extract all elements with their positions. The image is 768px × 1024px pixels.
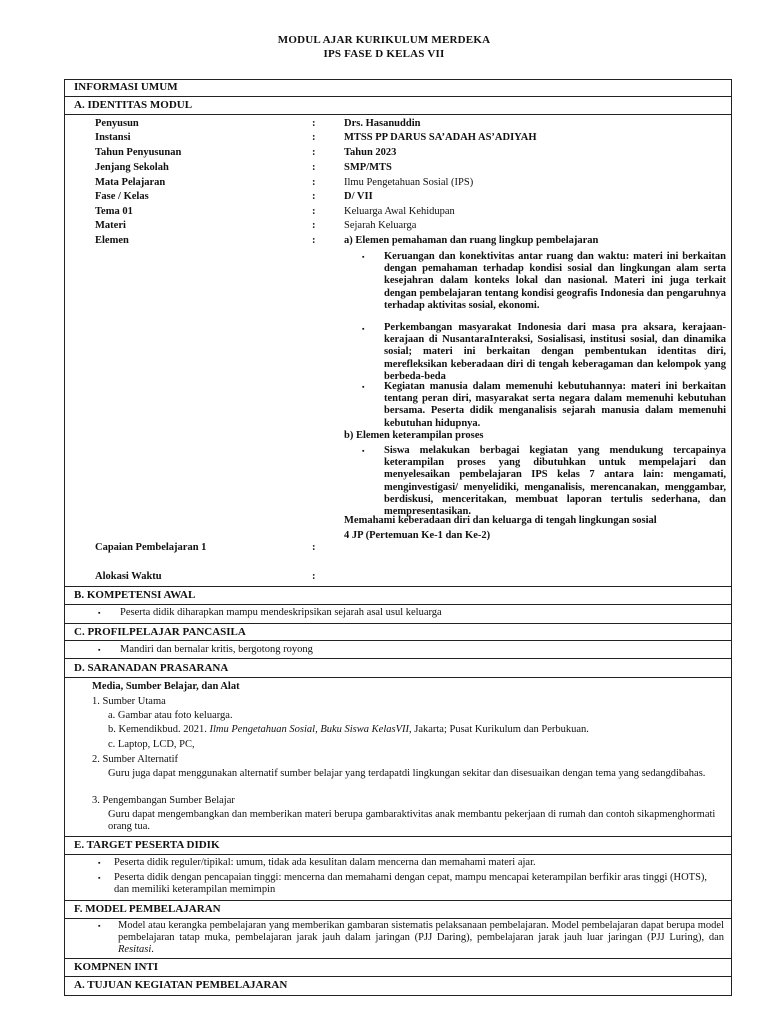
- target-item: Peserta didik dengan pencapaian tinggi: mencerna dan memahami dengan cepat, mampu mencapai keterampilan berfikir aras tinggi (HOTS), dan memiliki keterampilan memimpin: [114, 872, 708, 896]
- identity-label: Elemen: [95, 235, 129, 246]
- identity-label: Jenjang Sekolah: [95, 162, 169, 173]
- bullet-icon: ▪: [98, 646, 101, 654]
- rule: [64, 586, 732, 587]
- identity-label: Tema 01: [95, 206, 133, 217]
- kompetensi-item: Peserta didik diharapkan mampu mendeskripsikan sejarah asal usul keluarga: [120, 607, 442, 618]
- bullet-icon: ▪: [362, 253, 365, 261]
- identity-value: Drs. Hasanuddin: [344, 118, 421, 129]
- section-kompnen-inti: KOMPNEN INTI: [74, 961, 159, 973]
- identity-colon: :: [312, 235, 316, 246]
- document-subtitle: IPS FASE D KELAS VII: [323, 48, 445, 60]
- identity-label: Tahun Penyusunan: [95, 147, 182, 158]
- alokasi-colon: :: [312, 571, 316, 582]
- sumber-alternatif-heading: 2. Sumber Alternatif: [92, 754, 179, 765]
- section-model-pembelajaran: F. MODEL PEMBELAJARAN: [74, 903, 221, 915]
- identity-value: SMP/MTS: [344, 162, 392, 173]
- sumber-utama-heading: 1. Sumber Utama: [92, 696, 166, 707]
- sumber-b-pre: b. Kemendikbud. 2021.: [108, 724, 210, 735]
- model-text-resitasi: Resitasi: [118, 944, 152, 956]
- elemen-a-bullet: Keruangan dan konektivitas antar ruang dan waktu: materi ini berkaitan dengan pemahaman terhadap kondisi sosial dan lingkungan alam serta kesejahran dalam konteks lokal dan nasional. Materi ini juga terkait dengan pembelajaran tentang kondisi geografis Indonesia dan pengaruhnya terhadap aktivitas sosial, ekonomi.: [384, 251, 726, 311]
- rule: [64, 623, 732, 624]
- identity-value: a) Elemen pemahaman dan ruang lingkup pembelajaran: [344, 235, 599, 246]
- rule: [64, 114, 732, 115]
- identity-label: Fase / Kelas: [95, 191, 149, 202]
- identity-value: Ilmu Pengetahuan Sosial (IPS): [344, 177, 474, 188]
- section-profil-pelajar: C. PROFILPELAJAR PANCASILA: [74, 626, 246, 638]
- sumber-b-post: , Jakarta; Pusat Kurikulum dan Perbukuan.: [408, 724, 589, 735]
- pengembangan-text: Guru dapat mengembangkan dan memberikan materi berupa gambaraktivitas anak membantu pekerjaan di rumah dan contoh sikapmenghormati orang tua.: [108, 809, 716, 833]
- sumber-utama-b: [108, 724, 589, 736]
- model-text-main: Model atau kerangka pembelajaran yang memberikan gambaran sistematis pelaksanaan pembelajaran. Model pembelajaran dapat berupa model pembelajaran tatap muka, pembelajaran jarak jauh dalam jaringan (PJJ Daring), pembelajaran jarak jauh luar jaringan (PJJ Luring), dan: [118, 920, 724, 944]
- identity-label: Mata Pelajaran: [95, 177, 166, 188]
- rule: [64, 677, 732, 678]
- sumber-utama-c: c. Laptop, LCD, PC,: [108, 739, 195, 750]
- elemen-a-bullet: Perkembangan masyarakat Indonesia dari masa pra aksara, kerajaan-kerajaan di NusantaraInteraksi, Sosialisasi, institusi sosial, dan dinamika sosial; materi ini berkaitan dengan pembentukan identitas diri, merefleksikan keberadaan diri di tengah keberagaman dan kelompok yang berbeda-beda: [384, 322, 726, 382]
- model-text: [118, 920, 724, 957]
- alokasi-value: 4 JP (Pertemuan Ke-1 dan Ke-2): [344, 530, 491, 541]
- identity-label: Instansi: [95, 132, 131, 143]
- capaian-value: Memahami keberadaan diri dan keluarga di tengah lingkungan sosial: [344, 515, 657, 526]
- identity-colon: :: [312, 118, 316, 129]
- rule: [64, 96, 732, 97]
- bullet-icon: ▪: [98, 609, 101, 617]
- section-informasi-umum: INFORMASI UMUM: [74, 81, 178, 93]
- identity-colon: :: [312, 206, 316, 217]
- identity-colon: :: [312, 162, 316, 173]
- section-sarana-prasarana: D. SARANADAN PRASARANA: [74, 662, 229, 674]
- alokasi-label: Alokasi Waktu: [95, 571, 162, 582]
- bullet-icon: ▪: [98, 874, 101, 882]
- identity-value: Keluarga Awal Kehidupan: [344, 206, 455, 217]
- identity-colon: :: [312, 147, 316, 158]
- bullet-icon: ▪: [362, 325, 365, 333]
- elemen-b-bullet: Siswa melakukan berbagai kegiatan yang mendukung tercapainya keterampilan proses yang dibutuhkan untuk mempelajari dan menyelesaikan pembelajaran IPS kelas 7 antara lain: mengamati, menginvestigasi/ menyelidiki, menganalisis, merencanakan, menggambar, berdiskusi, menceritakan, membuat laporan tertulis sederhana, dan mempresentasikan.: [384, 445, 726, 518]
- rule: [64, 604, 732, 605]
- section-tujuan-kegiatan: A. TUJUAN KEGIATAN PEMBELAJARAN: [74, 979, 288, 991]
- bullet-icon: ▪: [362, 383, 365, 391]
- identity-label: Materi: [95, 220, 126, 231]
- bullet-icon: ▪: [98, 859, 101, 867]
- identity-colon: :: [312, 177, 316, 188]
- sumber-b-title: Ilmu Pengetahuan Sosial, Buku Siswa KelasVII: [209, 724, 409, 735]
- pengembangan-heading: 3. Pengembangan Sumber Belajar: [92, 795, 235, 806]
- sumber-utama-a: a. Gambar atau foto keluarga.: [108, 710, 233, 721]
- section-identitas-modul: A. IDENTITAS MODUL: [74, 99, 193, 111]
- rule: [64, 900, 732, 901]
- elemen-a-bullet: Kegiatan manusia dalam memenuhi kebutuhannya: materi ini berkaitan tentang peran diri, masyarakat serta negara dalam memenuhi kebutuhan bersama. Peserta didik menganalisis sejarah manusia dalam memenuhi kebutuhan hidupnya.: [384, 381, 726, 429]
- rule: [64, 976, 732, 977]
- identity-value: MTSS PP DARUS SA’ADAH AS’ADIYAH: [344, 132, 537, 143]
- profil-item: Mandiri dan bernalar kritis, bergotong royong: [120, 644, 313, 655]
- rule: [64, 836, 732, 837]
- elemen-b-heading: b) Elemen keterampilan proses: [344, 430, 484, 441]
- section-target-peserta: E. TARGET PESERTA DIDIK: [74, 839, 220, 851]
- rule: [64, 958, 732, 959]
- capaian-colon: :: [312, 542, 316, 553]
- target-item: Peserta didik reguler/tipikal: umum, tidak ada kesulitan dalam mencerna dan memahami materi ajar.: [114, 857, 536, 868]
- capaian-label: Capaian Pembelajaran 1: [95, 542, 207, 553]
- identity-value: Tahun 2023: [344, 147, 397, 158]
- identity-value: Sejarah Keluarga: [344, 220, 417, 231]
- identity-colon: :: [312, 220, 316, 231]
- rule: [64, 658, 732, 659]
- rule: [64, 854, 732, 855]
- bullet-icon: ▪: [362, 447, 365, 455]
- bullet-icon: ▪: [98, 922, 101, 930]
- identity-colon: :: [312, 132, 316, 143]
- rule: [64, 640, 732, 641]
- model-text-end: .: [151, 944, 154, 956]
- identity-value: D/ VII: [344, 191, 373, 202]
- rule: [64, 918, 732, 919]
- identity-colon: :: [312, 191, 316, 202]
- sarana-subheading: Media, Sumber Belajar, dan Alat: [92, 681, 240, 692]
- identity-label: Penyusun: [95, 118, 139, 129]
- section-kompetensi-awal: B. KOMPETENSI AWAL: [74, 589, 196, 601]
- document-title: MODUL AJAR KURIKULUM MERDEKA: [277, 34, 491, 46]
- sumber-alternatif-text: Guru juga dapat menggunakan alternatif sumber belajar yang terdapatdi lingkungan sekitar dan disesuaikan dengan tema yang sedangdibahas.: [108, 768, 706, 779]
